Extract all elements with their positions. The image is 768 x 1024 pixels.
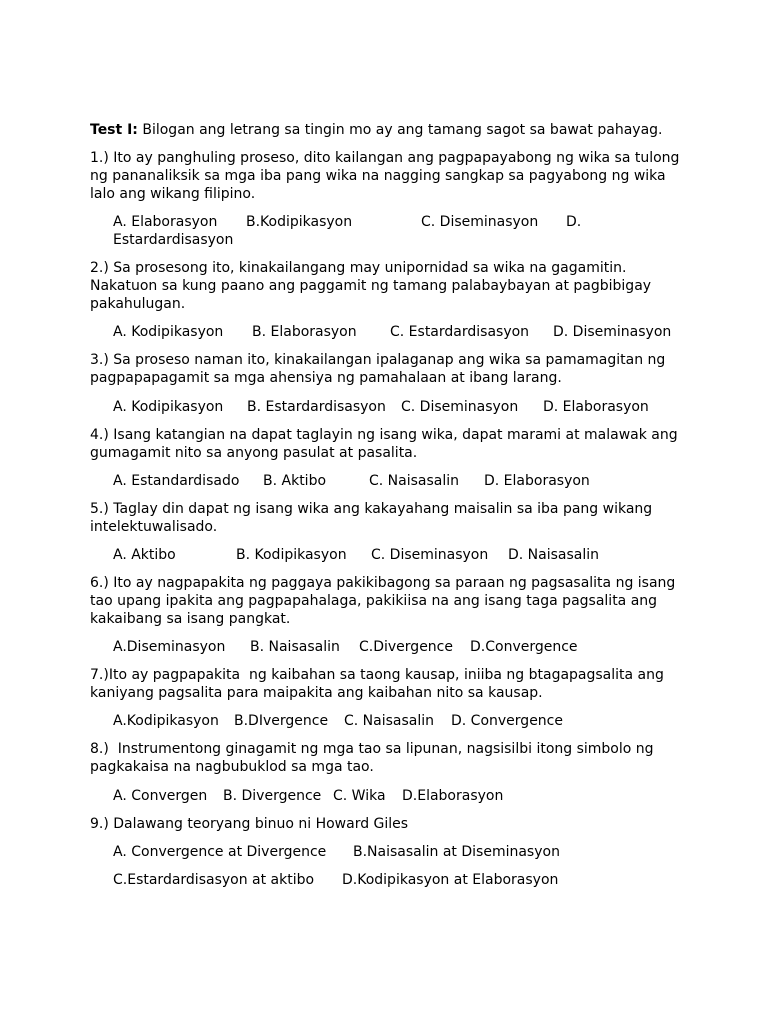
question-text: tao upang ipakita ang pagpapahalaga, pakikiisa na ang isang taga pagsalita ang [90,593,658,609]
question-text: lalo ang wikang filipino. [90,186,256,202]
question-text: 9.) Dalawang teoryang binuo ni Howard Giles [90,816,409,832]
question-text: 7.)Ito ay pagpapakita ng kaibahan sa taong kausap, iniiba ng btagapagsalita ang [90,667,664,683]
option-b[interactable]: B. Estardardisasyon [247,399,386,415]
option-d[interactable]: D. [566,214,582,230]
option-b[interactable]: B. Aktibo [263,473,327,489]
question-text: pagpapapagamit sa mga ahensiya ng pamahalaan at ibang larang. [90,370,562,386]
question-text: 1.) Ito ay panghuling proseso, dito kailangan ang pagpapayabong ng wika sa tulong [90,150,680,166]
question-text: pagkakaisa na nagbubuklod sa mga tao. [90,759,374,775]
option-d[interactable]: D.Kodipikasyon at Elaborasyon [342,872,559,888]
test-label: Test I: [90,122,138,138]
option-a[interactable]: A.Diseminasyon [113,639,226,655]
option-b[interactable]: B. Divergence [223,788,322,804]
option-c[interactable]: C. Estardardisasyon [390,324,530,340]
option-a[interactable]: A. Estandardisado [113,473,240,489]
option-c[interactable]: C. Diseminasyon [421,214,539,230]
option-d[interactable]: D. Elaborasyon [484,473,590,489]
option-d[interactable]: D. Convergence [451,713,563,729]
question-text: pakahulugan. [90,296,186,312]
question-text: kaniyang pagsalita para maipakita ang kaibahan nito sa kausap. [90,685,543,701]
question-text: 4.) Isang katangian na dapat taglayin ng isang wika, dapat marami at malawak ang [90,427,678,443]
option-d[interactable]: D.Elaborasyon [402,788,504,804]
question-text: 8.) Instrumentong ginagamit ng mga tao sa lipunan, nagsisilbi itong simbolo ng [90,741,654,757]
option-b[interactable]: B. Kodipikasyon [236,547,347,563]
option-d[interactable]: D. Naisasalin [508,547,600,563]
question-text: Nakatuon sa kung paano ang paggamit ng tamang palabaybayan at pagbibigay [90,278,652,294]
option-c[interactable]: C. Naisasalin [344,713,435,729]
question-text: 3.) Sa proseso naman ito, kinakailangan ipalaganap ang wika sa pamamagitan ng [90,352,666,368]
option-a[interactable]: A. Elaborasyon [113,214,218,230]
option-b[interactable]: B.DIvergence [234,713,329,729]
test-instruction [90,121,663,139]
option-a[interactable]: A.Kodipikasyon [113,713,219,729]
instruction-text: Bilogan ang letrang sa tingin mo ay ang tamang sagot sa bawat pahayag. [137,122,663,138]
option-b[interactable]: B.Naisasalin at Diseminasyon [353,844,560,860]
option-c[interactable]: C. Wika [333,788,386,804]
question-text: gumagamit nito sa anyong pasulat at pasalita. [90,445,418,461]
question-text: kakaibang sa isang pangkat. [90,611,291,627]
option-a[interactable]: A. Kodipikasyon [113,324,224,340]
question-text: intelektuwalisado. [90,519,218,535]
question-text: 6.) Ito ay nagpapakita ng paggaya pakikibagong sa paraan ng pagsasalita ng isang [90,575,676,591]
option-d[interactable]: D. Elaborasyon [543,399,649,415]
option-b[interactable]: B.Kodipikasyon [246,214,353,230]
question-text: 5.) Taglay din dapat ng isang wika ang kakayahang maisalin sa iba pang wikang [90,501,653,517]
option-c[interactable]: C.Estardardisasyon at aktibo [113,872,315,888]
option-c[interactable]: C. Diseminasyon [371,547,489,563]
option-a[interactable]: A. Convergence at Divergence [113,844,327,860]
question-text: 2.) Sa prosesong ito, kinakailangang may unipornidad sa wika na gagamitin. [90,260,627,276]
option-a[interactable]: A. Convergen [113,788,208,804]
option-c[interactable]: C. Diseminasyon [401,399,519,415]
option-d[interactable]: D.Convergence [470,639,578,655]
option-b[interactable]: B. Naisasalin [250,639,340,655]
option-d-text[interactable]: Estardardisasyon [113,232,234,248]
option-b[interactable]: B. Elaborasyon [252,324,357,340]
option-a[interactable]: A. Aktibo [113,547,176,563]
option-a[interactable]: A. Kodipikasyon [113,399,224,415]
option-d[interactable]: D. Diseminasyon [553,324,672,340]
option-c[interactable]: C.Divergence [359,639,453,655]
question-text: ng pananaliksik sa mga iba pang wika na nagging sangkap sa pagyabong ng wika [90,168,666,184]
option-c[interactable]: C. Naisasalin [369,473,460,489]
